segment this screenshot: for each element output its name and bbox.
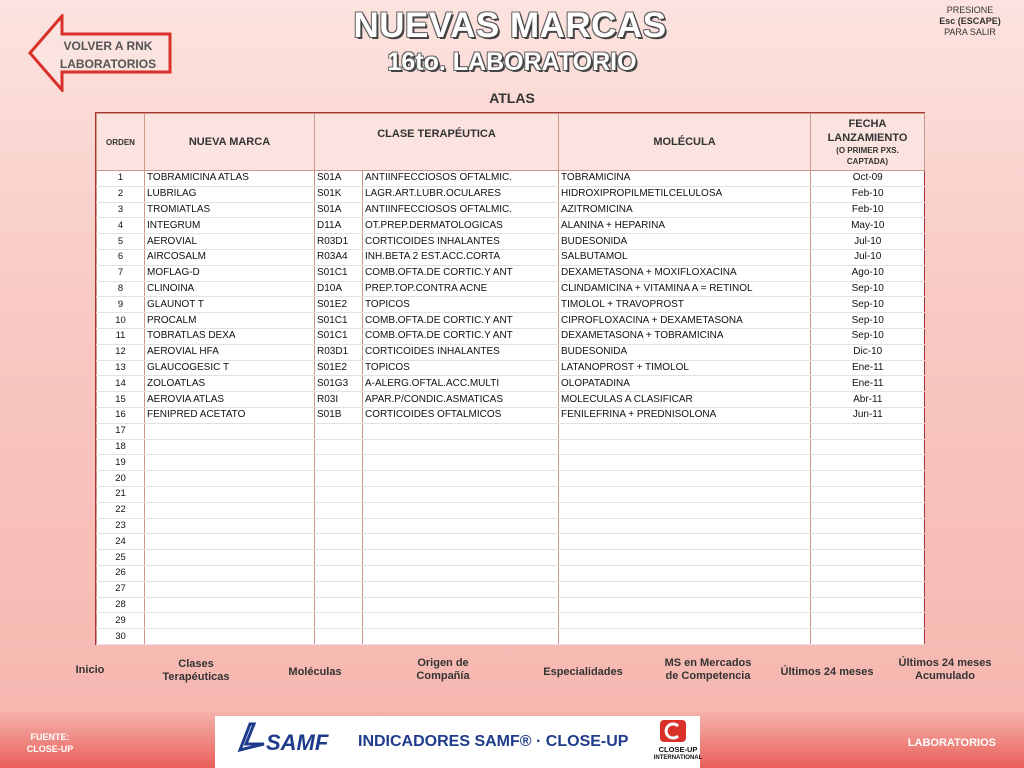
- col-orden: ORDEN: [97, 114, 145, 171]
- table-row: [97, 344, 925, 360]
- row-fecha: Jul-10: [811, 234, 925, 250]
- row-clase: TOPICOS: [363, 297, 559, 313]
- table-row: [97, 218, 925, 234]
- page-title: NUEVAS MARCAS: [353, 6, 667, 45]
- row-fecha: [811, 455, 925, 471]
- row-fecha: Sep-10: [811, 281, 925, 297]
- row-orden: 17: [97, 423, 145, 439]
- row-marca: [145, 455, 315, 471]
- row-marca: AEROVIAL: [145, 234, 315, 250]
- table-row: [97, 455, 925, 471]
- row-clase: [363, 534, 559, 550]
- row-molecula: BUDESONIDA: [559, 344, 811, 360]
- row-molecula: [559, 629, 811, 645]
- row-marca: [145, 550, 315, 566]
- row-orden: 5: [97, 234, 145, 250]
- escape-hint: PRESIONE Esc (ESCAPE) PARA SALIR: [939, 5, 1001, 37]
- row-marca: MOFLAG-D: [145, 265, 315, 281]
- row-marca: [145, 629, 315, 645]
- svg-text:SAMF: SAMF: [266, 730, 329, 755]
- nav-ms-mercados-competencia[interactable]: MS en Mercados de Competencia: [664, 657, 752, 682]
- row-molecula: FENILEFRINA + PREDNISOLONA: [559, 407, 811, 423]
- row-clase-code: [315, 613, 363, 629]
- row-orden: 7: [97, 265, 145, 281]
- nav-especialidades[interactable]: Especialidades: [543, 666, 623, 678]
- row-molecula: TIMOLOL + TRAVOPROST: [559, 297, 811, 313]
- laboratorios-link[interactable]: LABORATORIOS: [907, 737, 996, 749]
- row-orden: 3: [97, 202, 145, 218]
- row-orden: 28: [97, 597, 145, 613]
- row-clase-code: R03D1: [315, 234, 363, 250]
- row-fecha: [811, 613, 925, 629]
- row-orden: 14: [97, 376, 145, 392]
- row-fecha: Sep-10: [811, 313, 925, 329]
- row-clase: [363, 455, 559, 471]
- row-clase: [363, 581, 559, 597]
- row-clase: COMB.OFTA.DE CORTIC.Y ANT: [363, 328, 559, 344]
- row-clase-code: [315, 439, 363, 455]
- row-orden: 18: [97, 439, 145, 455]
- row-clase: ANTIINFECCIOSOS OFTALMIC.: [363, 171, 559, 187]
- row-orden: 13: [97, 360, 145, 376]
- row-marca: [145, 502, 315, 518]
- row-molecula: HIDROXIPROPILMETILCELULOSA: [559, 186, 811, 202]
- back-button-label: VOLVER A RNK LABORATORIOS: [59, 39, 157, 71]
- row-marca: TOBRATLAS DEXA: [145, 328, 315, 344]
- nav-moleculas[interactable]: Moléculas: [288, 666, 342, 678]
- row-molecula: AZITROMICINA: [559, 202, 811, 218]
- table-row: [97, 376, 925, 392]
- table-row: [97, 360, 925, 376]
- row-clase: CORTICOIDES INHALANTES: [363, 234, 559, 250]
- row-fecha: [811, 629, 925, 645]
- source-label: FUENTE: CLOSE-UP: [26, 732, 74, 754]
- row-molecula: DEXAMETASONA + MOXIFLOXACINA: [559, 265, 811, 281]
- row-molecula: [559, 581, 811, 597]
- page-subtitle: 16to. LABORATORIO: [387, 48, 637, 76]
- row-molecula: [559, 550, 811, 566]
- row-clase: [363, 565, 559, 581]
- row-marca: TOBRAMICINA ATLAS: [145, 171, 315, 187]
- table-row: [97, 502, 925, 518]
- table-header: [97, 114, 925, 171]
- row-marca: [145, 581, 315, 597]
- row-clase: PREP.TOP.CONTRA ACNE: [363, 281, 559, 297]
- row-fecha: Sep-10: [811, 328, 925, 344]
- row-fecha: [811, 550, 925, 566]
- row-fecha: [811, 486, 925, 502]
- row-marca: AEROVIAL HFA: [145, 344, 315, 360]
- table-row: [97, 297, 925, 313]
- nav-ultimos-24-meses-acumulado[interactable]: Últimos 24 meses Acumulado: [898, 657, 992, 682]
- row-orden: 2: [97, 186, 145, 202]
- col-nueva-marca: NUEVA MARCA: [145, 114, 315, 171]
- row-fecha: Feb-10: [811, 186, 925, 202]
- row-orden: 23: [97, 518, 145, 534]
- nav-clases-terapeuticas[interactable]: Clases Terapéuticas: [162, 658, 230, 683]
- row-clase-code: S01C1: [315, 313, 363, 329]
- row-clase: [363, 502, 559, 518]
- table-row: [97, 281, 925, 297]
- row-clase: COMB.OFTA.DE CORTIC.Y ANT: [363, 265, 559, 281]
- table-row: [97, 629, 925, 645]
- row-orden: 4: [97, 218, 145, 234]
- row-clase: [363, 629, 559, 645]
- table-row: [97, 518, 925, 534]
- row-clase: [363, 613, 559, 629]
- row-fecha: [811, 423, 925, 439]
- table-row: [97, 581, 925, 597]
- table-row: [97, 249, 925, 265]
- row-clase-code: [315, 502, 363, 518]
- row-clase-code: [315, 629, 363, 645]
- row-clase: [363, 518, 559, 534]
- row-fecha: Jul-10: [811, 249, 925, 265]
- table-row: [97, 613, 925, 629]
- row-molecula: [559, 502, 811, 518]
- row-orden: 27: [97, 581, 145, 597]
- row-marca: [145, 534, 315, 550]
- col-clase-terapeutica: CLASE TERAPÉUTICA: [315, 114, 559, 171]
- table-row: [97, 234, 925, 250]
- row-marca: AEROVIA ATLAS: [145, 392, 315, 408]
- row-clase: APAR.P/CONDIC.ASMATICAS: [363, 392, 559, 408]
- samf-logo-icon: [236, 720, 340, 756]
- row-fecha: Abr-11: [811, 392, 925, 408]
- nav-origen-compania[interactable]: Origen de Compañía: [416, 657, 470, 682]
- row-marca: TROMIATLAS: [145, 202, 315, 218]
- table-row: [97, 171, 925, 187]
- row-orden: 29: [97, 613, 145, 629]
- row-molecula: [559, 613, 811, 629]
- row-clase-code: [315, 455, 363, 471]
- row-clase: TOPICOS: [363, 360, 559, 376]
- table-row: [97, 265, 925, 281]
- row-marca: [145, 471, 315, 487]
- row-clase: COMB.OFTA.DE CORTIC.Y ANT: [363, 313, 559, 329]
- row-clase-code: D10A: [315, 281, 363, 297]
- row-marca: INTEGRUM: [145, 218, 315, 234]
- row-clase-code: [315, 423, 363, 439]
- row-molecula: BUDESONIDA: [559, 234, 811, 250]
- row-clase-code: S01A: [315, 202, 363, 218]
- row-clase-code: R03D1: [315, 344, 363, 360]
- row-clase-code: S01B: [315, 407, 363, 423]
- table-row: [97, 392, 925, 408]
- row-marca: PROCALM: [145, 313, 315, 329]
- row-clase: INH.BETA 2 EST.ACC.CORTA: [363, 249, 559, 265]
- row-clase: [363, 471, 559, 487]
- row-orden: 30: [97, 629, 145, 645]
- row-clase-code: S01C1: [315, 328, 363, 344]
- row-orden: 9: [97, 297, 145, 313]
- table-row: [97, 471, 925, 487]
- nav-inicio[interactable]: Inicio: [75, 664, 105, 676]
- row-clase-code: [315, 581, 363, 597]
- closeup-brand: CLOSE-UP INTERNATIONAL: [653, 745, 703, 761]
- row-molecula: DEXAMETASONA + TOBRAMICINA: [559, 328, 811, 344]
- row-orden: 6: [97, 249, 145, 265]
- row-clase-code: [315, 550, 363, 566]
- row-molecula: SALBUTAMOL: [559, 249, 811, 265]
- row-molecula: MOLECULAS A CLASIFICAR: [559, 392, 811, 408]
- row-fecha: [811, 439, 925, 455]
- row-fecha: Feb-10: [811, 202, 925, 218]
- row-clase-code: [315, 597, 363, 613]
- row-fecha: Ago-10: [811, 265, 925, 281]
- row-marca: AIRCOSALM: [145, 249, 315, 265]
- row-fecha: Jun-11: [811, 407, 925, 423]
- row-molecula: LATANOPROST + TIMOLOL: [559, 360, 811, 376]
- row-clase-code: S01C1: [315, 265, 363, 281]
- row-orden: 21: [97, 486, 145, 502]
- row-clase-code: S01A: [315, 171, 363, 187]
- row-clase-code: [315, 565, 363, 581]
- row-clase: [363, 423, 559, 439]
- row-clase-code: [315, 518, 363, 534]
- nav-ultimos-24-meses[interactable]: Últimos 24 meses: [780, 666, 874, 678]
- row-clase: A-ALERG.OFTAL.ACC.MULTI: [363, 376, 559, 392]
- table-row: [97, 313, 925, 329]
- row-clase-code: R03A4: [315, 249, 363, 265]
- row-orden: 12: [97, 344, 145, 360]
- lab-name: ATLAS: [489, 90, 535, 106]
- row-marca: [145, 565, 315, 581]
- row-molecula: [559, 518, 811, 534]
- row-orden: 20: [97, 471, 145, 487]
- row-orden: 16: [97, 407, 145, 423]
- table-row: [97, 186, 925, 202]
- table-row: [97, 534, 925, 550]
- table-row: [97, 550, 925, 566]
- row-marca: [145, 486, 315, 502]
- row-orden: 8: [97, 281, 145, 297]
- row-molecula: TOBRAMICINA: [559, 171, 811, 187]
- row-orden: 15: [97, 392, 145, 408]
- row-molecula: [559, 534, 811, 550]
- row-fecha: [811, 502, 925, 518]
- row-marca: [145, 518, 315, 534]
- row-clase: LAGR.ART.LUBR.OCULARES: [363, 186, 559, 202]
- table-row: [97, 597, 925, 613]
- row-molecula: [559, 486, 811, 502]
- row-orden: 24: [97, 534, 145, 550]
- row-molecula: OLOPATADINA: [559, 376, 811, 392]
- row-fecha: Sep-10: [811, 297, 925, 313]
- row-molecula: CLINDAMICINA + VITAMINA A = RETINOL: [559, 281, 811, 297]
- row-clase-code: [315, 534, 363, 550]
- row-marca: LUBRILAG: [145, 186, 315, 202]
- row-molecula: [559, 455, 811, 471]
- row-marca: CLINOINA: [145, 281, 315, 297]
- row-molecula: [559, 597, 811, 613]
- table-row: [97, 423, 925, 439]
- row-fecha: [811, 581, 925, 597]
- row-clase-code: [315, 471, 363, 487]
- row-molecula: [559, 565, 811, 581]
- row-fecha: [811, 534, 925, 550]
- table-row: [97, 565, 925, 581]
- row-clase-code: S01E2: [315, 297, 363, 313]
- row-clase-code: S01E2: [315, 360, 363, 376]
- row-orden: 10: [97, 313, 145, 329]
- row-molecula: CIPROFLOXACINA + DEXAMETASONA: [559, 313, 811, 329]
- row-marca: GLAUCOGESIC T: [145, 360, 315, 376]
- row-marca: [145, 439, 315, 455]
- row-fecha: Ene-11: [811, 360, 925, 376]
- table-row: [97, 486, 925, 502]
- row-clase-code: [315, 486, 363, 502]
- row-molecula: [559, 439, 811, 455]
- row-clase-code: S01K: [315, 186, 363, 202]
- row-clase: [363, 550, 559, 566]
- row-fecha: [811, 471, 925, 487]
- row-orden: 1: [97, 171, 145, 187]
- row-orden: 19: [97, 455, 145, 471]
- closeup-logo-icon: [656, 718, 690, 744]
- col-molecula: MOLÉCULA: [559, 114, 811, 171]
- row-orden: 26: [97, 565, 145, 581]
- table-row: [97, 202, 925, 218]
- row-fecha: Ene-11: [811, 376, 925, 392]
- table-row: [97, 407, 925, 423]
- row-clase-code: R03I: [315, 392, 363, 408]
- row-clase: [363, 597, 559, 613]
- row-marca: ZOLOATLAS: [145, 376, 315, 392]
- row-fecha: Oct-09: [811, 171, 925, 187]
- row-molecula: [559, 423, 811, 439]
- row-clase: ANTIINFECCIOSOS OFTALMIC.: [363, 202, 559, 218]
- row-fecha: Dic-10: [811, 344, 925, 360]
- row-fecha: [811, 597, 925, 613]
- row-fecha: May-10: [811, 218, 925, 234]
- row-marca: GLAUNOT T: [145, 297, 315, 313]
- row-clase: CORTICOIDES OFTALMICOS: [363, 407, 559, 423]
- brands-table: [95, 112, 925, 645]
- row-clase: [363, 486, 559, 502]
- row-clase-code: D11A: [315, 218, 363, 234]
- row-orden: 22: [97, 502, 145, 518]
- row-clase: [363, 439, 559, 455]
- row-molecula: [559, 471, 811, 487]
- table-row: [97, 439, 925, 455]
- row-marca: [145, 613, 315, 629]
- row-clase: CORTICOIDES INHALANTES: [363, 344, 559, 360]
- table-row: [97, 328, 925, 344]
- row-fecha: [811, 565, 925, 581]
- row-clase: OT.PREP.DERMATOLOGICAS: [363, 218, 559, 234]
- col-fecha-lanzamiento: FECHA LANZAMIENTO (O PRIMER PXS. CAPTADA): [811, 114, 925, 171]
- row-clase-code: S01G3: [315, 376, 363, 392]
- indicadores-label: INDICADORES SAMF® · CLOSE-UP: [358, 733, 629, 750]
- row-molecula: ALANINA + HEPARINA: [559, 218, 811, 234]
- row-marca: [145, 423, 315, 439]
- row-orden: 11: [97, 328, 145, 344]
- row-marca: [145, 597, 315, 613]
- row-fecha: [811, 518, 925, 534]
- row-marca: FENIPRED ACETATO: [145, 407, 315, 423]
- row-orden: 25: [97, 550, 145, 566]
- bottom-navigation: [0, 656, 1024, 690]
